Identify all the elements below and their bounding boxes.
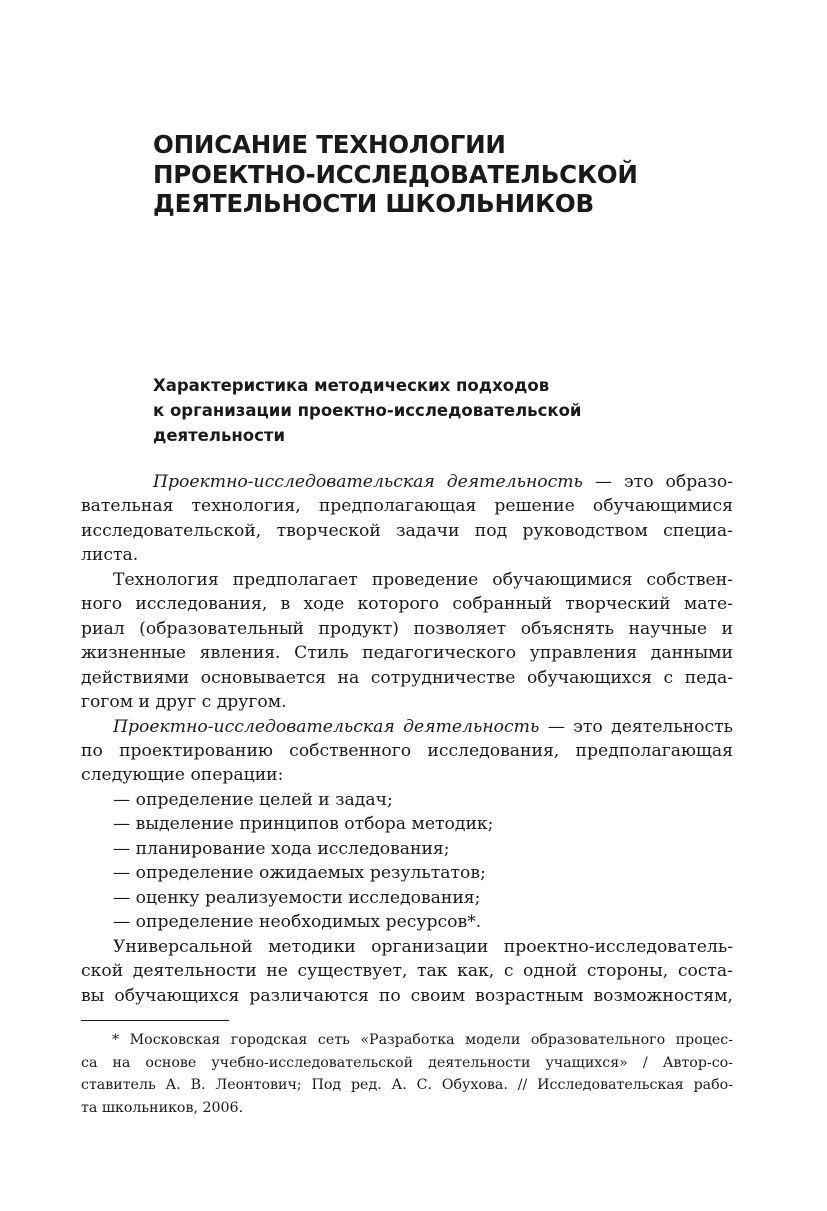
paragraph-line: вы обучающихся различаются по своим возрастным возможностям, bbox=[81, 985, 733, 1006]
paragraph-line bbox=[81, 715, 733, 739]
footnote-line: та школьников, 2006. bbox=[81, 1099, 244, 1116]
list-item: — планирование хода исследования; bbox=[113, 838, 450, 859]
paragraph-line: по проектированию собственного исследования, предполагающая bbox=[81, 740, 733, 761]
paragraph-line: риал (образовательный продукт) позволяет объяснять научные и bbox=[81, 618, 733, 639]
body-text bbox=[81, 470, 733, 1008]
paragraph-line: исследовательской, творческой задачи под руководством специа- bbox=[81, 520, 733, 541]
section-title-line: Характеристика методических подходов bbox=[153, 376, 550, 395]
list-item: — определение необходимых ресурсов*. bbox=[113, 912, 482, 933]
section-title bbox=[153, 373, 693, 448]
footnote-line: ставитель А. В. Леонтович; Под ред. А. С. Обухова. // Исследовательская рабо- bbox=[81, 1077, 733, 1093]
list-item: — оценку реализуемости исследования; bbox=[113, 887, 481, 908]
section-title-line: к организации проектно-исследовательской bbox=[153, 401, 582, 420]
paragraph-line: действиями основывается на сотрудничестве обучающихся с педа- bbox=[81, 667, 733, 688]
list-item: — определение ожидаемых результатов; bbox=[113, 863, 486, 884]
footnote-line: * Московская городская сеть «Разработка модели образовательного процес- bbox=[112, 1032, 733, 1048]
paragraph-line: гогом и друг с другом. bbox=[81, 692, 287, 713]
paragraph-line: Универсальной методики организации проектно-исследователь- bbox=[113, 936, 733, 957]
paragraph-definition-technology bbox=[81, 470, 733, 568]
paragraph-line: листа. bbox=[81, 545, 139, 566]
paragraph-line: жизненные явления. Стиль педагогического управления данными bbox=[81, 643, 733, 664]
paragraph-definition-activity bbox=[81, 715, 733, 788]
section-title-line: деятельности bbox=[153, 426, 286, 445]
paragraph-universal-method bbox=[81, 935, 733, 1008]
paragraph-line: ской деятельности не существует, так как, с одной стороны, соста- bbox=[81, 961, 733, 982]
italic-term: Проектно-исследовательская деятельность bbox=[153, 472, 583, 492]
paragraph-line: следующие операции: bbox=[81, 765, 284, 786]
footnote bbox=[81, 1029, 733, 1119]
paragraph-line bbox=[81, 470, 733, 494]
paragraph-line-text: — это деятельность bbox=[547, 716, 733, 737]
chapter-title-line: ОПИСАНИЕ ТЕХНОЛОГИИ bbox=[153, 130, 506, 159]
paragraph-line: Технология предполагает проведение обучающимися собствен- bbox=[113, 569, 733, 590]
list-item: — определение целей и задач; bbox=[113, 789, 393, 810]
footnote-line: са на основе учебно-исследовательской деятельности учащихся» / Автор-со- bbox=[81, 1054, 733, 1071]
footnote-divider bbox=[81, 1020, 229, 1021]
paragraph-line-text: — это образо- bbox=[594, 472, 733, 492]
operations-list bbox=[81, 788, 733, 935]
italic-term: Проектно-исследовательская деятельность bbox=[113, 716, 540, 737]
paragraph-line: вательная технология, предполагающая решение обучающимися bbox=[81, 496, 733, 517]
chapter-title-line: ДЕЯТЕЛЬНОСТИ ШКОЛЬНИКОВ bbox=[153, 189, 595, 218]
list-item: — выделение принципов отбора методик; bbox=[113, 814, 494, 835]
paragraph-line: ного исследования, в ходе которого собранный творческий мате- bbox=[81, 594, 733, 615]
paragraph-technology-assumes bbox=[81, 568, 733, 715]
chapter-title bbox=[153, 130, 753, 219]
chapter-title-line: ПРОЕКТНО-ИССЛЕДОВАТЕЛЬСКОЙ bbox=[153, 159, 638, 189]
